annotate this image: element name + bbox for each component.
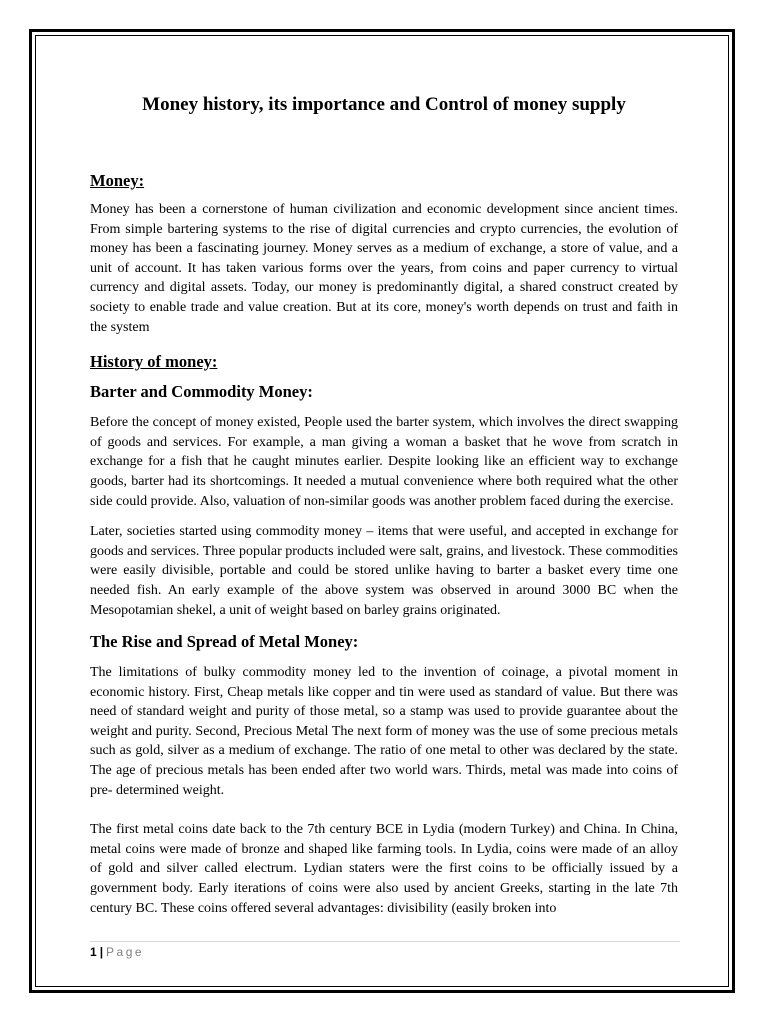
document-body bbox=[90, 92, 678, 929]
page-label: Page bbox=[106, 945, 145, 959]
paragraph: Later, societies started using commodity money – items that were useful, and accepted in exchange for goods and services. Three popular products included were salt, grains, and livestock. These commodities were easily divisible, portable and could be stored unlike having to barter a basket every time one needed fish. An early example of the above system was observed in around 3000 BC when the Mesopotamian shekel, a unit of weight based on barley grains originated. bbox=[90, 524, 678, 618]
document-title: Money history, its importance and Control of money supply bbox=[142, 94, 626, 115]
paragraph: Money has been a cornerstone of human civilization and economic development since ancient times. From simple bartering systems to the rise of digital currencies and crypto currencies, the evolution of money has been a fascinating journey. Money serves as a medium of exchange, a store of value, and a unit of account. It has taken various forms over the years, from coins and paper currency to virtual currency and digital assets. Today, our money is predominantly digital, a shared construct created by society to enable trade and value creation. But at its core, money's worth depends on trust and faith in the system bbox=[90, 202, 678, 335]
paragraph: The limitations of bulky commodity money led to the invention of coinage, a pivotal moment in economic history. First, Cheap metals like copper and tin were used as standard of value. But there was need of standard weight and purity of those metal, so a stamp was used to provide guarantee about the weight and purity. Second, Precious Metal The next form of money was the use of some precious metals such as gold, silver as a medium of exchange. The ratio of one metal to other was declared by the state. The age of precious metals has been ended after two world wars. Thirds, metal was made into coins of pre- determined weight. bbox=[90, 665, 678, 798]
page-footer bbox=[90, 944, 144, 960]
section-heading-metal-money: The Rise and Spread of Metal Money: bbox=[90, 632, 359, 652]
footer-separator: | bbox=[99, 945, 104, 959]
footer-divider bbox=[90, 941, 680, 942]
section-heading-history: History of money: bbox=[90, 352, 218, 372]
paragraph: Before the concept of money existed, People used the barter system, which involves the direct swapping of goods and services. For example, a man giving a woman a basket that he wove from scratch in exchange for a fish that he caught minutes earlier. Despite looking like an efficient way to exchange goods, barter had its shortcomings. It needed a mutual convenience where both required what the other side could provide. Also, valuation of non-similar goods was another problem faced during the exercise. bbox=[90, 415, 678, 509]
subheading-barter: Barter and Commodity Money: bbox=[90, 382, 313, 402]
section-heading-money: Money: bbox=[90, 171, 145, 190]
paragraph: The first metal coins date back to the 7th century BCE in Lydia (modern Turkey) and China. In China, metal coins were made of bronze and shaped like farming tools. In Lydia, coins were made of an alloy of gold and silver called electrum. Lydian staters were the first coins to be officially issued by a government body. Early iterations of coins were also used by ancient Greeks, starting in the late 7th century BC. These coins offered several advantages: divisibility (easily broken into bbox=[90, 822, 678, 916]
page-number: 1 bbox=[90, 945, 97, 959]
